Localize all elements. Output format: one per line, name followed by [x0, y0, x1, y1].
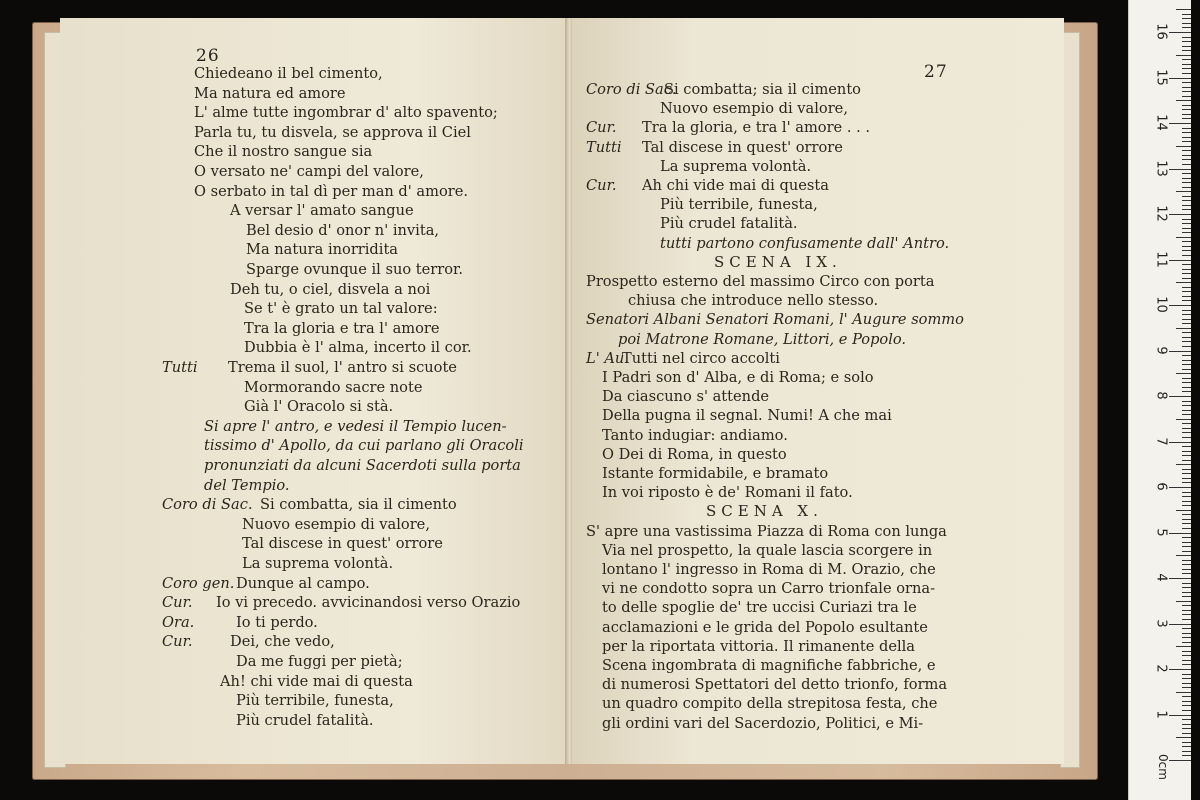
ruler-tick	[1182, 68, 1191, 69]
speaker-label: Cur.	[586, 177, 617, 194]
ruler-tick	[1182, 41, 1191, 42]
ruler-tick	[1182, 232, 1191, 233]
ruler-tick	[1182, 178, 1191, 179]
ruler-tick	[1176, 55, 1191, 56]
ruler-tick	[1182, 514, 1191, 515]
ruler-tick	[1182, 455, 1191, 456]
ruler-tick	[1182, 182, 1191, 183]
text-line: Più terribile, funesta,	[660, 196, 818, 214]
ruler-number: 1	[1153, 709, 1169, 719]
ruler-tick	[1182, 460, 1191, 461]
text-line: per la riportata vittoria. Il rimanente della	[602, 637, 916, 655]
speaker-label: Coro gen.	[162, 574, 235, 592]
ruler-tick	[1182, 278, 1191, 279]
speaker-label: Ora.	[162, 613, 195, 631]
text-line: Nuovo esempio di valore,	[242, 515, 430, 533]
ruler-tick	[1182, 687, 1191, 688]
text-line: Deh tu, o ciel, disvela a noi	[230, 280, 431, 298]
text-line: vi ne condotto sopra un Carro trionfale orna-	[602, 580, 936, 598]
text-line: Più crudel fatalità.	[660, 215, 798, 233]
ruler-tick	[1182, 605, 1191, 606]
ruler-tick	[1169, 260, 1191, 261]
ruler-number: 10	[1153, 296, 1169, 313]
ruler-tick	[1182, 523, 1191, 524]
ruler-tick	[1176, 510, 1191, 511]
text-line: Dubbia è l' alma, incerto il cor.	[244, 339, 472, 357]
ruler-tick	[1182, 109, 1191, 110]
ruler-tick	[1182, 269, 1191, 270]
ruler-tick	[1182, 437, 1191, 438]
ruler-tick	[1182, 255, 1191, 256]
text-line: La suprema volontà.	[242, 555, 394, 572]
ruler-tick	[1182, 264, 1191, 265]
ruler-tick	[1176, 692, 1191, 693]
text-line: O serbato in tal dì per man d' amore.	[194, 182, 469, 200]
ruler-tick	[1182, 546, 1191, 547]
ruler-tick	[1176, 237, 1191, 238]
text-line: Tanto indugiar: andiamo.	[602, 426, 788, 444]
ruler-tick	[1182, 200, 1191, 201]
ruler-number: 7	[1153, 436, 1169, 446]
text-line: lontano l' ingresso in Roma di M. Orazio, che	[602, 561, 936, 578]
ruler-tick	[1182, 27, 1191, 28]
ruler-tick	[1182, 137, 1191, 138]
ruler-tick	[1182, 164, 1191, 165]
ruler-tick	[1182, 660, 1191, 661]
ruler-tick	[1182, 323, 1191, 324]
right-page-number: 27	[924, 62, 948, 82]
text-line: I Padri son d' Alba, e di Roma; e solo	[602, 369, 874, 386]
ruler-tick	[1182, 619, 1191, 620]
ruler-tick	[1182, 496, 1191, 497]
ruler-tick	[1182, 341, 1191, 342]
ruler-tick	[1182, 319, 1191, 320]
text-line: L' alme tutte ingombrar d' alto spavento;	[194, 104, 498, 122]
ruler-tick	[1182, 118, 1191, 119]
ruler-tick	[1182, 73, 1191, 74]
ruler-tick	[1182, 355, 1191, 356]
ruler-tick	[1182, 219, 1191, 220]
ruler-tick	[1169, 78, 1191, 79]
ruler-tick	[1182, 360, 1191, 361]
ruler-tick	[1182, 314, 1191, 315]
ruler-number: 5	[1153, 527, 1169, 537]
ruler-tick	[1182, 664, 1191, 665]
ruler-tick	[1182, 96, 1191, 97]
ruler-tick	[1182, 14, 1191, 15]
ruler-tick	[1182, 196, 1191, 197]
ruler-tick	[1182, 701, 1191, 702]
ruler-tick	[1182, 59, 1191, 60]
ruler-tick	[1182, 18, 1191, 19]
text-line: Dei, che vedo,	[230, 633, 335, 651]
ruler-tick	[1182, 560, 1191, 561]
left-page-number: 26	[196, 46, 220, 66]
ruler-tick	[1182, 432, 1191, 433]
ruler-tick	[1182, 64, 1191, 65]
ruler-tick	[1182, 633, 1191, 634]
ruler-tick	[1182, 346, 1191, 347]
ruler-tick	[1176, 328, 1191, 329]
ruler-number: 16	[1153, 23, 1169, 40]
ruler-tick	[1182, 451, 1191, 452]
ruler-tick	[1182, 241, 1191, 242]
ruler-tick	[1182, 655, 1191, 656]
ruler-tick	[1182, 300, 1191, 301]
ruler-tick	[1182, 751, 1191, 752]
ruler-number: 4	[1153, 573, 1169, 582]
ruler-number: 12	[1153, 205, 1169, 222]
text-line: Via nel prospetto, la quale lascia scorgere in	[602, 541, 933, 559]
ruler-tick	[1182, 755, 1191, 756]
ruler-tick	[1182, 87, 1191, 88]
ruler-unit-label: 0cm	[1155, 754, 1170, 780]
ruler-tick	[1182, 332, 1191, 333]
ruler-tick	[1176, 100, 1191, 101]
ruler-tick	[1182, 250, 1191, 251]
ruler-tick	[1182, 505, 1191, 506]
ruler-tick	[1182, 37, 1191, 38]
ruler-tick	[1182, 492, 1191, 493]
text-line: gli ordini vari del Sacerdozio, Politici, e Mi-	[602, 714, 924, 732]
measuring-ruler	[1128, 0, 1191, 800]
ruler-number: 2	[1153, 664, 1169, 673]
ruler-tick	[1182, 592, 1191, 593]
ruler-tick	[1176, 464, 1191, 465]
ruler-tick	[1182, 23, 1191, 24]
ruler-tick	[1182, 46, 1191, 47]
ruler-tick	[1182, 651, 1191, 652]
ruler-tick	[1182, 132, 1191, 133]
ruler-tick	[1182, 173, 1191, 174]
ruler-number: 8	[1153, 391, 1169, 400]
text-line: Più crudel fatalità.	[236, 711, 374, 729]
ruler-tick	[1182, 724, 1191, 725]
ruler-tick	[1182, 246, 1191, 247]
ruler-tick	[1182, 674, 1191, 675]
ruler-tick	[1169, 487, 1191, 488]
ruler-tick	[1182, 159, 1191, 160]
ruler-tick	[1182, 473, 1191, 474]
text-line: Tra la gloria, e tra l' amore . . .	[642, 119, 871, 137]
ruler-tick	[1182, 519, 1191, 520]
ruler-tick	[1169, 305, 1191, 306]
ruler-tick	[1182, 50, 1191, 51]
ruler-tick	[1182, 569, 1191, 570]
ruler-tick	[1176, 555, 1191, 556]
ruler-tick	[1182, 105, 1191, 106]
text-line: Tra la gloria e tra l' amore	[244, 319, 440, 337]
ruler-tick	[1182, 696, 1191, 697]
speaker-label: Tutti	[162, 359, 198, 376]
ruler-tick	[1182, 150, 1191, 151]
ruler-tick	[1182, 291, 1191, 292]
text-line: La suprema volontà.	[660, 157, 812, 175]
ruler-tick	[1182, 387, 1191, 388]
text-line: Se t' è grato un tal valore:	[244, 300, 438, 318]
ruler-tick	[1176, 419, 1191, 420]
ruler-tick	[1182, 405, 1191, 406]
ruler-tick	[1182, 410, 1191, 411]
ruler-tick	[1182, 742, 1191, 743]
ruler-tick	[1176, 601, 1191, 602]
text-line: Ma natura ed amore	[194, 84, 346, 102]
ruler-tick	[1176, 646, 1191, 647]
speaker-label: Cur.	[162, 633, 193, 651]
text-line: Io vi precedo. avvicinandosi verso Orazio	[216, 594, 521, 612]
text-line: poi Matrone Romane, Littori, e Popolo.	[618, 330, 907, 348]
ruler-tick	[1182, 223, 1191, 224]
ruler-tick	[1169, 396, 1191, 397]
text-line: Che il nostro sangue sia	[194, 143, 373, 161]
ruler-tick	[1182, 337, 1191, 338]
ruler-tick	[1176, 282, 1191, 283]
ruler-tick	[1182, 273, 1191, 274]
ruler-tick	[1182, 542, 1191, 543]
text-line: Si combatta; sia il cimento	[664, 81, 861, 98]
text-line: Nuovo esempio di valore,	[660, 100, 848, 118]
ruler-tick	[1182, 528, 1191, 529]
text-line: Da me fuggi per pietà;	[236, 653, 403, 670]
ruler-number: 9	[1153, 345, 1169, 355]
ruler-tick	[1182, 287, 1191, 288]
ruler-number: 13	[1153, 159, 1169, 177]
ruler-tick	[1182, 564, 1191, 565]
ruler-tick	[1169, 533, 1191, 534]
ruler-tick	[1182, 91, 1191, 92]
ruler-tick	[1182, 428, 1191, 429]
ruler-tick	[1182, 719, 1191, 720]
ruler-tick	[1182, 482, 1191, 483]
text-line: Istante formidabile, e bramato	[602, 465, 829, 482]
ruler-tick	[1182, 728, 1191, 729]
text-line: Ah chi vide mai di questa	[642, 177, 829, 194]
ruler-tick	[1182, 710, 1191, 711]
text-line: Mormorando sacre note	[244, 378, 423, 396]
scene-heading: SCENA IX.	[714, 252, 842, 271]
ruler-number: 15	[1153, 68, 1169, 86]
ruler-tick	[1169, 32, 1191, 33]
ruler-tick	[1182, 391, 1191, 392]
text-line: tissimo d' Apollo, da cui parlano gli Oracoli	[204, 437, 524, 455]
ruler-tick	[1176, 9, 1191, 10]
text-line: chiusa che introduce nello stesso.	[628, 292, 879, 310]
ruler-tick	[1182, 469, 1191, 470]
ruler-tick	[1169, 760, 1191, 761]
ruler-tick	[1182, 209, 1191, 210]
ruler-number: 6	[1153, 482, 1169, 491]
ruler-tick	[1182, 187, 1191, 188]
text-line: Sparge ovunque il suo terror.	[246, 261, 464, 278]
speaker-label: Coro di Sac.	[586, 81, 677, 98]
ruler-tick	[1169, 123, 1191, 124]
ruler-number: 11	[1153, 250, 1169, 268]
ruler-tick	[1176, 373, 1191, 374]
scene-heading: SCENA X.	[706, 502, 823, 521]
text-line: O Dei di Roma, in questo	[602, 445, 787, 463]
text-line: Senatori Albani Senatori Romani, l' Augure sommo	[586, 311, 964, 329]
text-line: Ah! chi vide mai di questa	[220, 672, 413, 690]
ruler-tick	[1182, 746, 1191, 747]
ruler-tick	[1169, 715, 1191, 716]
text-line: In voi riposto è de' Romani il fato.	[602, 484, 853, 502]
text-line: Bel desio d' onor n' invita,	[246, 221, 440, 239]
text-line: Io ti perdo.	[236, 613, 318, 631]
ruler-tick	[1182, 205, 1191, 206]
ruler-tick	[1169, 214, 1191, 215]
ruler-tick	[1182, 614, 1191, 615]
speaker-label: Cur.	[162, 594, 193, 612]
text-line: Prospetto esterno del massimo Circo con porta	[586, 273, 935, 290]
ruler-tick	[1182, 610, 1191, 611]
text-line: Si apre l' antro, e vedesi il Tempio lucen-	[204, 417, 507, 435]
ruler-tick	[1169, 442, 1191, 443]
ruler-tick	[1182, 114, 1191, 115]
ruler-tick	[1182, 378, 1191, 379]
ruler-tick	[1169, 169, 1191, 170]
ruler-tick	[1176, 146, 1191, 147]
text-line: Si combatta, sia il cimento	[260, 496, 457, 514]
ruler-tick	[1182, 478, 1191, 479]
text-line: di numerosi Spettatori del detto trionfo, forma	[602, 676, 948, 694]
speaker-label: Cur.	[586, 119, 617, 137]
text-line: Dunque al campo.	[236, 574, 370, 592]
text-line: acclamazioni e le grida del Popolo esultante	[602, 618, 928, 636]
ruler-tick	[1182, 501, 1191, 502]
ruler-tick	[1182, 82, 1191, 83]
ruler-tick	[1182, 296, 1191, 297]
speaker-label: Tutti	[586, 138, 622, 156]
text-line: Scena ingombrata di magnifiche fabbriche, e	[602, 657, 936, 674]
text-line: O versato ne' campi del valore,	[194, 163, 424, 180]
text-line: pronunziati da alcuni Sacerdoti sulla porta	[204, 457, 521, 474]
text-line: Parla tu, tu disvela, se approva il Ciel	[194, 123, 471, 141]
text-line: Da ciascuno s' attende	[602, 388, 770, 406]
ruler-number: 3	[1153, 618, 1169, 628]
ruler-tick	[1182, 423, 1191, 424]
ruler-tick	[1182, 537, 1191, 538]
ruler-tick	[1182, 583, 1191, 584]
ruler-tick	[1182, 551, 1191, 552]
ruler-tick	[1182, 401, 1191, 402]
speaker-label: L' Au.	[586, 349, 629, 367]
ruler-tick	[1182, 642, 1191, 643]
ruler-tick	[1182, 705, 1191, 706]
text-line: Della pugna il segnal. Numi! A che mai	[602, 407, 892, 425]
ruler-tick	[1182, 364, 1191, 365]
ruler-tick	[1182, 587, 1191, 588]
text-line: tutti partono confusamente dall' Antro.	[660, 234, 950, 252]
text-line: Tal discese in quest' orrore	[242, 535, 443, 553]
ruler-tick	[1182, 369, 1191, 370]
text-line: Ma natura inorridita	[246, 241, 399, 259]
text-line: Più terribile, funesta,	[236, 692, 394, 710]
ruler-tick	[1182, 382, 1191, 383]
ruler-tick	[1182, 414, 1191, 415]
ruler-tick	[1182, 678, 1191, 679]
text-line: Chiedeano il bel cimento,	[194, 65, 383, 82]
text-line: Già l' Oracolo si stà.	[244, 398, 394, 416]
ruler-tick	[1169, 624, 1191, 625]
ruler-tick	[1182, 228, 1191, 229]
text-line: to delle spoglie de' tre uccisi Curiazi tra le	[602, 599, 917, 617]
ruler-tick	[1182, 683, 1191, 684]
ruler-tick	[1182, 733, 1191, 734]
text-line: Trema il suol, l' antro si scuote	[228, 359, 457, 376]
text-line: un quadro compito della strepitosa festa, che	[602, 695, 938, 713]
ruler-tick	[1169, 669, 1191, 670]
ruler-number: 14	[1153, 114, 1169, 131]
ruler-tick	[1176, 737, 1191, 738]
ruler-tick	[1182, 128, 1191, 129]
ruler-tick	[1169, 351, 1191, 352]
ruler-tick	[1182, 310, 1191, 311]
ruler-tick	[1182, 573, 1191, 574]
ruler-tick	[1182, 141, 1191, 142]
text-line: Tutti nel circo accolti	[622, 349, 780, 367]
ruler-tick	[1176, 191, 1191, 192]
speaker-label: Coro di Sac.	[162, 496, 253, 514]
text-line: S' apre una vastissima Piazza di Roma con lunga	[586, 522, 947, 540]
ruler-tick	[1182, 155, 1191, 156]
ruler-tick	[1182, 596, 1191, 597]
ruler-tick	[1182, 637, 1191, 638]
text-line: Tal discese in quest' orrore	[642, 138, 843, 156]
ruler-tick	[1169, 578, 1191, 579]
ruler-tick	[1182, 446, 1191, 447]
text-line: del Tempio.	[204, 476, 290, 494]
ruler-tick	[1182, 628, 1191, 629]
text-line: A versar l' amato sangue	[230, 202, 414, 220]
